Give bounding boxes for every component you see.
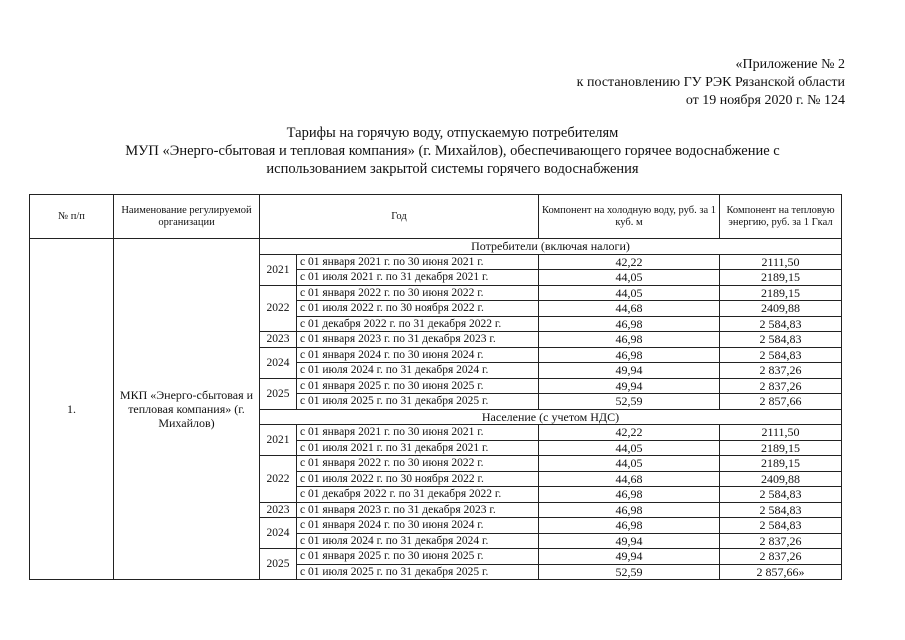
year-cell: 2024: [260, 518, 297, 549]
heat-energy-cell: 2 837,26: [720, 378, 842, 394]
period-cell: с 01 июля 2021 г. по 31 декабря 2021 г.: [297, 270, 539, 286]
cold-water-cell: 44,68: [539, 301, 720, 317]
cold-water-cell: 49,94: [539, 549, 720, 565]
year-cell: 2023: [260, 502, 297, 518]
heat-energy-cell: 2 837,26: [720, 549, 842, 565]
heat-energy-cell: 2409,88: [720, 301, 842, 317]
col-header-num: № п/п: [30, 195, 114, 239]
cold-water-cell: 46,98: [539, 332, 720, 348]
period-cell: с 01 июля 2025 г. по 31 декабря 2025 г.: [297, 394, 539, 410]
cold-water-cell: 49,94: [539, 363, 720, 379]
col-header-year: Год: [260, 195, 539, 239]
year-cell: 2021: [260, 254, 297, 285]
cold-water-cell: 46,98: [539, 518, 720, 534]
heat-energy-cell: 2189,15: [720, 456, 842, 472]
year-cell: 2025: [260, 549, 297, 580]
group-label: Население (с учетом НДС): [260, 409, 842, 425]
heat-energy-cell: 2 837,26: [720, 363, 842, 379]
period-cell: с 01 января 2022 г. по 30 июня 2022 г.: [297, 456, 539, 472]
cold-water-cell: 46,98: [539, 316, 720, 332]
document-title: [0, 124, 905, 178]
period-cell: с 01 января 2021 г. по 30 июня 2021 г.: [297, 425, 539, 441]
year-cell: 2022: [260, 285, 297, 332]
heat-energy-cell: 2 857,66: [720, 394, 842, 410]
group-header-row: [30, 239, 842, 255]
heat-energy-cell: 2409,88: [720, 471, 842, 487]
heat-energy-cell: 2189,15: [720, 440, 842, 456]
col-header-heat: Компонент на тепловую энергию, руб. за 1 Гкал: [720, 195, 842, 239]
table-body: [30, 239, 842, 580]
appendix-header: [577, 56, 845, 110]
heat-energy-cell: 2 584,83: [720, 332, 842, 348]
title-line-2: МУП «Энерго-сбытовая и тепловая компания» (г. Михайлов), обеспечивающего горячее водоснабжение с: [125, 143, 780, 159]
cold-water-cell: 44,05: [539, 440, 720, 456]
cold-water-cell: 46,98: [539, 487, 720, 503]
heat-energy-cell: 2 584,83: [720, 502, 842, 518]
heat-energy-cell: 2111,50: [720, 425, 842, 441]
cold-water-cell: 44,05: [539, 285, 720, 301]
cold-water-cell: 42,22: [539, 425, 720, 441]
period-cell: с 01 января 2024 г. по 30 июня 2024 г.: [297, 347, 539, 363]
period-cell: с 01 января 2023 г. по 31 декабря 2023 г.: [297, 332, 539, 348]
year-cell: 2024: [260, 347, 297, 378]
organization-name: МКП «Энерго-сбытовая и тепловая компания» (г. Михайлов): [114, 239, 260, 580]
cold-water-cell: 46,98: [539, 502, 720, 518]
period-cell: с 01 января 2024 г. по 30 июня 2024 г.: [297, 518, 539, 534]
cold-water-cell: 44,05: [539, 456, 720, 472]
appendix-line-2: к постановлению ГУ РЭК Рязанской области: [576, 75, 845, 90]
appendix-line-1: «Приложение № 2: [735, 57, 845, 72]
cold-water-cell: 42,22: [539, 254, 720, 270]
table-header-row: [30, 195, 842, 239]
heat-energy-cell: 2 837,26: [720, 533, 842, 549]
period-cell: с 01 июля 2025 г. по 31 декабря 2025 г.: [297, 564, 539, 580]
heat-energy-cell: 2189,15: [720, 270, 842, 286]
group-label: Потребители (включая налоги): [260, 239, 842, 255]
period-cell: с 01 июля 2024 г. по 31 декабря 2024 г.: [297, 363, 539, 379]
period-cell: с 01 января 2025 г. по 30 июня 2025 г.: [297, 549, 539, 565]
heat-energy-cell: 2 584,83: [720, 518, 842, 534]
period-cell: с 01 декабря 2022 г. по 31 декабря 2022 г.: [297, 316, 539, 332]
period-cell: с 01 января 2022 г. по 30 июня 2022 г.: [297, 285, 539, 301]
period-cell: с 01 июля 2024 г. по 31 декабря 2024 г.: [297, 533, 539, 549]
year-cell: 2021: [260, 425, 297, 456]
heat-energy-cell: 2189,15: [720, 285, 842, 301]
title-line-1: Тарифы на горячую воду, отпускаемую потребителям: [286, 125, 619, 141]
title-line-3: использованием закрытой системы горячего водоснабжения: [266, 161, 639, 177]
cold-water-cell: 44,68: [539, 471, 720, 487]
heat-energy-cell: 2 584,83: [720, 316, 842, 332]
cold-water-cell: 49,94: [539, 533, 720, 549]
year-cell: 2025: [260, 378, 297, 409]
period-cell: с 01 января 2021 г. по 30 июня 2021 г.: [297, 254, 539, 270]
appendix-line-3: от 19 ноября 2020 г. № 124: [685, 93, 845, 108]
period-cell: с 01 июля 2021 г. по 31 декабря 2021 г.: [297, 440, 539, 456]
period-cell: с 01 декабря 2022 г. по 31 декабря 2022 г.: [297, 487, 539, 503]
cold-water-cell: 52,59: [539, 394, 720, 410]
year-cell: 2023: [260, 332, 297, 348]
cold-water-cell: 52,59: [539, 564, 720, 580]
cold-water-cell: 46,98: [539, 347, 720, 363]
cold-water-cell: 44,05: [539, 270, 720, 286]
col-header-cold: Компонент на холодную воду, руб. за 1 куб. м: [539, 195, 720, 239]
tariff-table: [29, 194, 842, 580]
period-cell: с 01 января 2023 г. по 31 декабря 2023 г.: [297, 502, 539, 518]
period-cell: с 01 июля 2022 г. по 30 ноября 2022 г.: [297, 301, 539, 317]
col-header-org: Наименование регулируемой организации: [114, 195, 260, 239]
period-cell: с 01 января 2025 г. по 30 июня 2025 г.: [297, 378, 539, 394]
period-cell: с 01 июля 2022 г. по 30 ноября 2022 г.: [297, 471, 539, 487]
year-cell: 2022: [260, 456, 297, 503]
cold-water-cell: 49,94: [539, 378, 720, 394]
row-number: 1.: [30, 239, 114, 580]
heat-energy-cell: 2 584,83: [720, 487, 842, 503]
heat-energy-cell: 2111,50: [720, 254, 842, 270]
heat-energy-cell: 2 857,66»: [720, 564, 842, 580]
heat-energy-cell: 2 584,83: [720, 347, 842, 363]
